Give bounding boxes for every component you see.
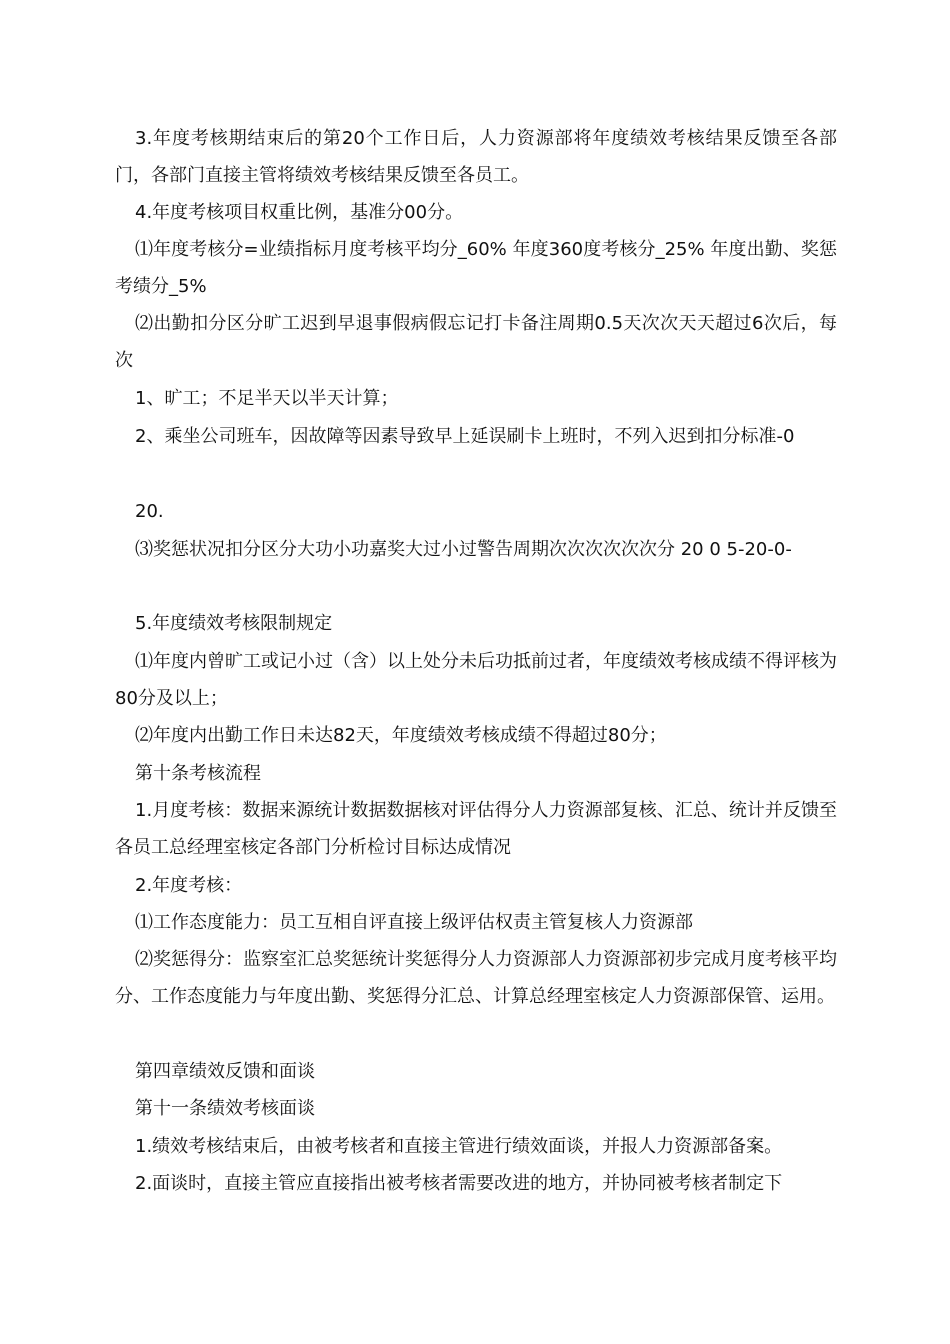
paragraph-interview-improvements: 2.面谈时，直接主管应直接指出被考核者需要改进的地方，并协同被考核者制定下 [135, 1173, 783, 1194]
paragraph-continuation-value: 20. [135, 501, 164, 522]
paragraph-annual-result-feedback: 3.年度考核期结束后的第20个工作日后，人力资源部将年度绩效考核结果反馈至各部门，各部门直接主管将绩效考核结果反馈至各员工。 [115, 128, 837, 186]
paragraph-annual-score-formula: ⑴年度考核分=业绩指标月度考核平均分_60% 年度360度考核分_25% 年度出勤、奖惩考绩分_5% [115, 239, 837, 297]
paragraph-weight-ratio: 4.年度考核项目权重比例，基准分00分。 [135, 202, 464, 223]
article-heading-interview: 第十一条绩效考核面谈 [135, 1098, 315, 1119]
paragraph-absenteeism-rule: 1、旷工；不足半天以半天计算； [135, 388, 399, 409]
section-heading-annual-limits: 5.年度绩效考核限制规定 [135, 613, 333, 634]
paragraph-shuttle-bus-rule: 2、乘坐公司班车，因故障等因素导致早上延误刷卡上班时，不列入迟到扣分标准-0 [135, 426, 795, 447]
chapter-heading-feedback-interview: 第四章绩效反馈和面谈 [135, 1061, 315, 1082]
paragraph-reward-penalty-score: ⑵奖惩得分：监察室汇总奖惩统计奖惩得分人力资源部人力资源部初步完成月度考核平均分、工作态度能力与年度出勤、奖惩得分汇总、计算总经理室核定人力资源部保管、运用。 [115, 949, 837, 1007]
paragraph-reward-penalty-deduction: ⑶奖惩状况扣分区分大功小功嘉奖大过小过警告周期次次次次次次分 20 0 5-20-0- [135, 539, 792, 560]
paragraph-interview-after-assessment: 1.绩效考核结束后，由被考核者和直接主管进行绩效面谈，并报人力资源部备案。 [135, 1136, 783, 1157]
paragraph-work-attitude: ⑴工作态度能力：员工互相自评直接上级评估权责主管复核人力资源部 [135, 912, 693, 933]
paragraph-attendance-deduction: ⑵出勤扣分区分旷工迟到早退事假病假忘记打卡备注周期0.5天次次天天超过6次后，每次 [115, 313, 837, 371]
paragraph-annual-assessment: 2.年度考核： [135, 875, 243, 896]
paragraph-absenteeism-limit: ⑴年度内曾旷工或记小过（含）以上处分未后功抵前过者，年度绩效考核成绩不得评核为80分及以上； [115, 651, 837, 709]
paragraph-attendance-limit: ⑵年度内出勤工作日未达82天，年度绩效考核成绩不得超过80分； [135, 725, 667, 746]
article-heading-assessment-process: 第十条考核流程 [135, 763, 261, 784]
paragraph-monthly-assessment: 1.月度考核：数据来源统计数据数据核对评估得分人力资源部复核、汇总、统计并反馈至各员工总经理室核定各部门分析检讨目标达成情况 [115, 800, 837, 858]
